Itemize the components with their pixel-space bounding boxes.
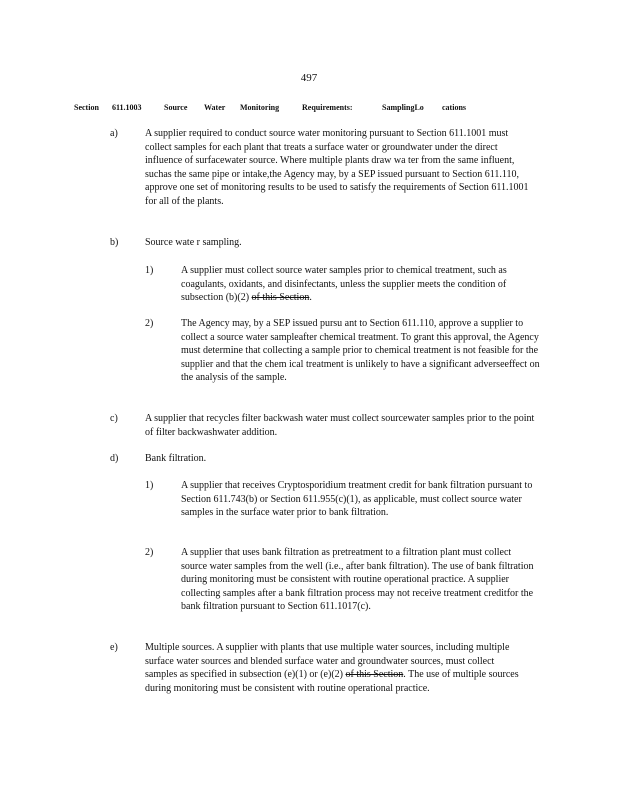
item-d1-text [181,479,539,520]
item-b1-body: A supplier must collect source water samples prior to chemical treatment, such as coagulants, oxidants, and disinfectants, unless the supplier meets the condition of subsection (b)(2) [181,265,507,304]
item-d1-post: treatment credit for bank filtration pursuant to Section 611.743(b) or Section 611.955(c)(1), as applicable, must collect source water samples in the surface water prior to bank filtration. [181,480,533,519]
item-b1-struck-text: of this Section [251,292,310,304]
item-e-label: e) [110,642,118,653]
item-d1-italic: Cryptosporidium [277,480,346,491]
page-number: 497 [300,72,318,84]
heading-word-4: Requirements: [302,103,353,112]
item-c-text: A supplier that recycles filter backwash water must collect sourcewater samples prior to the point of filter backwashwater addition. [145,413,535,438]
item-d-label: d) [110,453,119,464]
heading-word-1: Source [164,103,188,112]
item-d2-label: 2) [145,547,154,558]
item-a-label: a) [110,128,118,139]
item-b2-label: 2) [145,318,154,329]
item-e-text [145,641,523,695]
heading-word-6: cations [442,103,466,112]
item-b-text: Source wate r sampling. [145,237,242,248]
item-a-text: A supplier required to conduct source water monitoring pursuant to Section 611.1001 must collect samples for each plant that treats a surface water or groundwater under the direct influence of surfacewater source. Where multiple plants draw wa ter from the same influent, suchas the same pipe or intake,the Agency may, by a SEP issued pursuant to Section 611.110, approve one set of monitoring results to be used to satisfy the requirements of Section 611.1001 for all of the plants. [145,128,529,207]
item-b1-label: 1) [145,265,154,276]
item-d2-text: A supplier that uses bank filtration as pretreatment to a filtration plant must collect source water samples from the well (i.e., after bank filtration). The use of bank filtration during monitoring must be consistent with routine operational practice. A supplier collecting samples after a bank filtration process may not receive treatment creditfor the bank filtration pursuant to Section 611.1017(c). [181,547,534,613]
item-b2-text: The Agency may, by a SEP issued pursu ant to Section 611.110, approve a supplier to collect a source water sampleafter chemical treatment. To grant this approval, the Agency must determine that collecting a sample prior to chemical treatment is not feasible for the supplier and that the chem ical treatment is unlikely to have a significant adverseeffect on the analysis of the sample. [181,318,540,384]
item-b1-text [181,264,537,305]
heading-word-5: SamplingLo [382,103,424,112]
item-d1-label: 1) [145,480,154,491]
item-e-pre: Multiple sources. A supplier with plants that use multiple water sources, including multiple surface water sources and blended surface water and groundwater sources, must collect samples as specified in subsection (e)(1) or (e)(2) [145,642,510,681]
item-e-post: . The use of multiple sources during monitoring must be consistent with routine operational practice. [145,669,519,694]
item-e-struck-text: of this Section [345,669,404,681]
item-b-label: b) [110,237,119,248]
item-b1-end: . [309,292,312,304]
item-d-text: Bank filtration. [145,453,207,464]
heading-word-2: Water [204,103,226,112]
heading-section-word: Section [74,103,99,112]
heading-section-number: 611.1003 [112,103,142,112]
item-c-label: c) [110,413,118,424]
item-d1-pre: A supplier that receives [181,480,278,491]
heading-word-3: Monitoring [240,103,280,112]
